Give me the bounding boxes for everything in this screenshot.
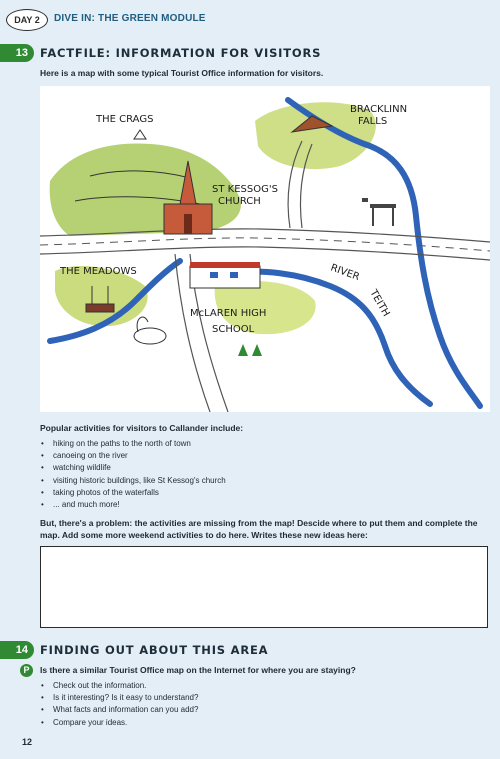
map-intro: Here is a map with some typical Tourist Office information for visitors. bbox=[40, 68, 324, 78]
section-14-heading bbox=[0, 641, 500, 661]
label-church: CHURCH bbox=[218, 196, 261, 207]
crags-marker-icon bbox=[134, 130, 146, 139]
label-falls: FALLS bbox=[358, 116, 388, 127]
label-river: RIVER bbox=[328, 262, 361, 284]
list-item: • Compare your ideas. bbox=[40, 717, 198, 729]
list-item: • hiking on the paths to the north of town bbox=[40, 438, 226, 450]
label-bracklinn: BRACKLINN bbox=[350, 104, 408, 115]
problem-instructions: But, there's a problem: the activities are missing from the map! Descide where to put them and complete the map. Add some more weekend activities to do here. Writes these new ideas here: bbox=[40, 518, 478, 540]
module-title: DIVE IN: THE GREEN MODULE bbox=[54, 13, 206, 24]
section-title: FACTFILE: INFORMATION FOR VISITORS bbox=[40, 46, 322, 60]
label-meadows: THE MEADOWS bbox=[60, 266, 137, 277]
label-school: SCHOOL bbox=[212, 324, 255, 335]
map-illustration bbox=[40, 86, 490, 412]
shelter-icon bbox=[362, 198, 396, 226]
swan-icon bbox=[134, 317, 166, 344]
answer-box[interactable] bbox=[40, 546, 488, 628]
list-item: • watching wildlife bbox=[40, 462, 226, 474]
tourist-map bbox=[40, 86, 490, 412]
list-item: • Check out the information. bbox=[40, 680, 198, 692]
activities-list bbox=[40, 438, 226, 511]
list-item: • What facts and information can you add? bbox=[40, 704, 198, 716]
activities-heading: Popular activities for visitors to Callander include: bbox=[40, 423, 244, 433]
trees-icon bbox=[238, 344, 262, 356]
list-item: • taking photos of the waterfalls bbox=[40, 487, 226, 499]
list-item: • Is it interesting? Is it easy to understand? bbox=[40, 692, 198, 704]
page-number: 12 bbox=[22, 737, 33, 747]
list-item: • ... and much more! bbox=[40, 499, 226, 511]
list-item: • canoeing on the river bbox=[40, 450, 226, 462]
tasks-list bbox=[40, 680, 198, 729]
section-number: 14 bbox=[0, 641, 34, 659]
section-number: 13 bbox=[0, 44, 34, 62]
section-title: FINDING OUT ABOUT THIS AREA bbox=[40, 643, 269, 657]
section-13-heading bbox=[0, 44, 500, 64]
label-teith: TEITH bbox=[367, 288, 392, 319]
research-question: Is there a similar Tourist Office map on the Internet for where you are staying? bbox=[40, 665, 356, 675]
label-church-name: ST KESSOG'S bbox=[212, 184, 278, 195]
page-header bbox=[0, 8, 500, 32]
label-crags: THE CRAGS bbox=[96, 114, 154, 125]
day-badge: DAY 2 bbox=[6, 9, 48, 31]
project-icon: P bbox=[20, 664, 33, 677]
school-building-icon bbox=[190, 262, 260, 288]
list-item: • visiting historic buildings, like St Kessog's church bbox=[40, 475, 226, 487]
label-school-name: McLAREN HIGH bbox=[190, 308, 267, 319]
